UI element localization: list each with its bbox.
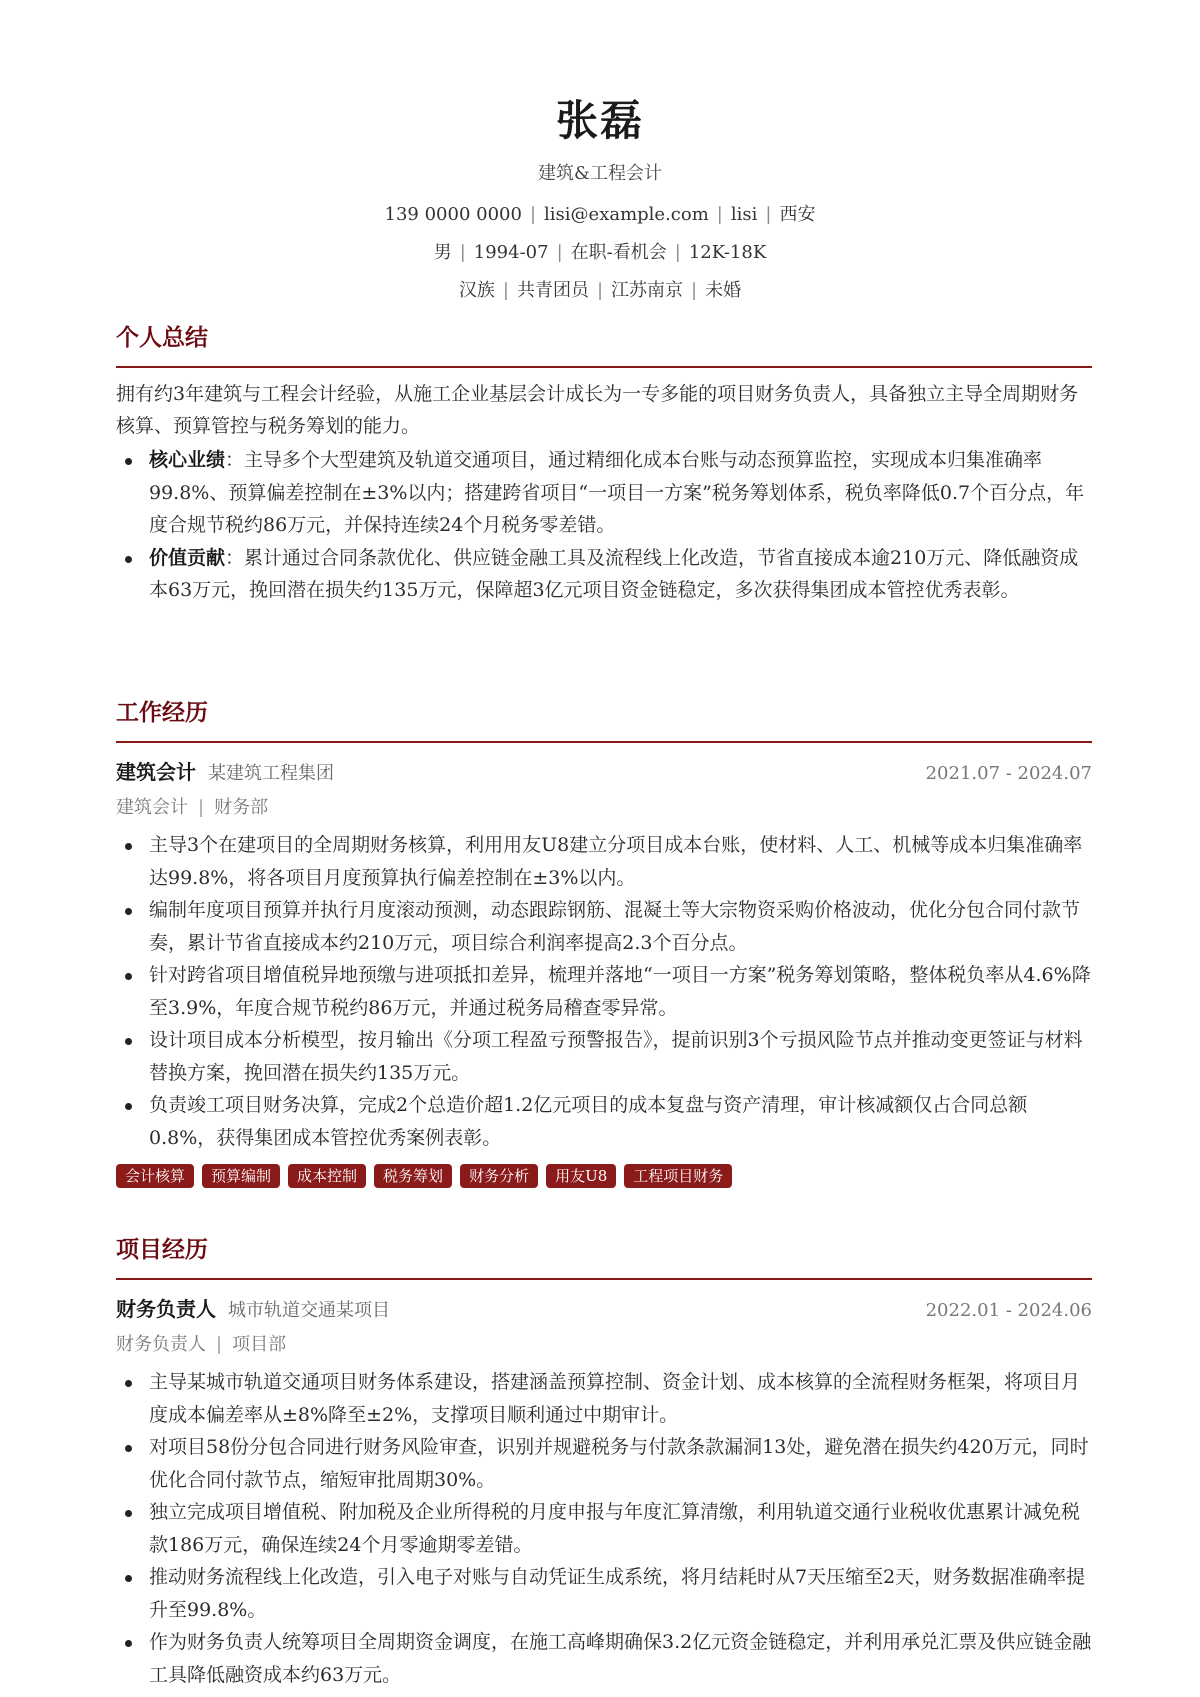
separator: | bbox=[502, 280, 509, 301]
wechat: lisi bbox=[730, 204, 758, 225]
section-title: 项目经历 bbox=[116, 1234, 1092, 1280]
work-section bbox=[116, 697, 1092, 1188]
marital-status: 未婚 bbox=[705, 280, 742, 301]
list-item: 设计项目成本分析模型，按月输出《分项工程盈亏预警报告》，提前识别3个亏损风险节点并推动变更签证与材料替换方案，挽回潜在损失约135万元。 bbox=[116, 1024, 1092, 1089]
hometown: 江苏南京 bbox=[611, 280, 684, 301]
list-item: 作为财务负责人统筹项目全周期资金调度，在施工高峰期确保3.2亿元资金链稳定，并利用承兑汇票及供应链金融工具降低融资成本约63万元。 bbox=[116, 1626, 1092, 1691]
list-item: 编制年度项目预算并执行月度滚动预测，动态跟踪钢筋、混凝土等大宗物资采购价格波动，优化分包合同付款节奏，累计节省直接成本约210万元，项目综合利润率提高2.3个百分点。 bbox=[116, 894, 1092, 959]
resume-header bbox=[0, 0, 1200, 310]
skill-tag: 预算编制 bbox=[202, 1164, 280, 1188]
separator: | bbox=[529, 204, 537, 225]
list-item: 对项目58份分包合同进行财务风险审查，识别并规避税务与付款条款漏洞13处，避免潜在损失约420万元，同时优化合同付款节点，缩短审批周期30%。 bbox=[116, 1431, 1092, 1496]
job-heading bbox=[116, 757, 334, 789]
project-dept: 项目部 bbox=[232, 1334, 287, 1355]
job-title: 建筑&工程会计 bbox=[537, 163, 663, 184]
contact-row bbox=[0, 196, 1200, 234]
job-date: 2021.07 - 2024.07 bbox=[925, 763, 1092, 784]
separator: | bbox=[216, 1334, 223, 1355]
separator: | bbox=[556, 242, 563, 263]
summary-section bbox=[116, 322, 1092, 607]
project-heading bbox=[116, 1294, 390, 1326]
skill-tag: 财务分析 bbox=[460, 1164, 538, 1188]
separator: | bbox=[198, 797, 205, 818]
phone: 139 0000 0000 bbox=[384, 204, 522, 225]
project-subline bbox=[116, 1330, 1092, 1360]
skill-tag: 税务筹划 bbox=[374, 1164, 452, 1188]
list-item bbox=[116, 542, 1092, 607]
separator: | bbox=[765, 204, 772, 225]
list-item: 推动财务流程线上化改造，引入电子对账与自动凭证生成系统，将月结耗时从7天压缩至2天，财务数据准确率提升至99.8%。 bbox=[116, 1561, 1092, 1626]
point-text: ：累计通过合同条款优化、供应链金融工具及流程线上化改造，节省直接成本逾210万元、降低融资成本63万元，挽回潜在损失约135万元，保障超3亿元项目资金链稳定，多次获得集团成本管控优秀表彰。 bbox=[149, 546, 1079, 601]
candidate-name: 张磊 bbox=[555, 96, 644, 145]
job-bullets bbox=[116, 829, 1092, 1154]
personal-row bbox=[0, 234, 1200, 272]
skill-tags bbox=[116, 1164, 1092, 1188]
point-text: ：主导多个大型建筑及轨道交通项目，通过精细化成本台账与动态预算监控，实现成本归集准确率99.8%、预算偏差控制在±3%以内；搭建跨省项目“一项目一方案”税务筹划体系，税负率降低0.7个百分点，年度合规节税约86万元，并保持连续24个月税务零差错。 bbox=[149, 449, 1085, 536]
project-date: 2022.01 - 2024.06 bbox=[925, 1300, 1092, 1321]
skill-tag: 工程项目财务 bbox=[624, 1164, 732, 1188]
summary-intro: 拥有约3年建筑与工程会计经验，从施工企业基层会计成长为一专多能的项目财务负责人，具备独立主导全周期财务核算、预算管控与税务筹划的能力。 bbox=[116, 383, 1079, 437]
list-item bbox=[116, 444, 1092, 542]
ethnicity: 汉族 bbox=[458, 280, 495, 301]
point-label: 价值贡献 bbox=[149, 546, 226, 569]
email: lisi@example.com bbox=[544, 204, 709, 225]
political-status: 共青团员 bbox=[516, 280, 589, 301]
list-item: 主导3个在建项目的全周期财务核算，利用用友U8建立分项目成本台账，使材料、人工、机械等成本归集准确率达99.8%，将各项目月度预算执行偏差控制在±3%以内。 bbox=[116, 829, 1092, 894]
skill-tag: 用友U8 bbox=[546, 1164, 616, 1188]
project-position: 财务负责人 bbox=[116, 1297, 216, 1321]
summary-list bbox=[116, 444, 1092, 607]
background-row bbox=[0, 272, 1200, 310]
separator: | bbox=[596, 280, 604, 301]
job-subline bbox=[116, 793, 1092, 823]
list-item: 主导某城市轨道交通项目财务体系建设，搭建涵盖预算控制、资金计划、成本核算的全流程财务框架，将项目月度成本偏差率从±8%降至±2%，支撑项目顺利通过中期审计。 bbox=[116, 1366, 1092, 1431]
list-item: 负责竣工项目财务决算，完成2个总造价超1.2亿元项目的成本复盘与资产清理，审计核减额仅占合同总额0.8%，获得集团成本管控优秀案例表彰。 bbox=[116, 1089, 1092, 1154]
job-dept: 财务部 bbox=[214, 797, 269, 818]
skill-tag: 成本控制 bbox=[288, 1164, 366, 1188]
job-role: 建筑会计 bbox=[116, 797, 188, 818]
job-header bbox=[116, 757, 1092, 789]
company-name: 某建筑工程集团 bbox=[208, 763, 334, 784]
skill-tag: 会计核算 bbox=[116, 1164, 194, 1188]
separator: | bbox=[716, 204, 723, 225]
project-section bbox=[116, 1234, 1092, 1691]
project-bullets bbox=[116, 1366, 1092, 1691]
list-item: 针对跨省项目增值税异地预缴与进项抵扣差异，梳理并落地“一项目一方案”税务筹划策略，整体税负率从4.6%降至3.9%，年度合规节税约86万元，并通过税务局稽查零异常。 bbox=[116, 959, 1092, 1024]
separator: | bbox=[459, 242, 466, 263]
project-role: 财务负责人 bbox=[116, 1334, 206, 1355]
separator: | bbox=[691, 280, 698, 301]
project-name: 城市轨道交通某项目 bbox=[228, 1300, 390, 1321]
section-title: 个人总结 bbox=[116, 322, 1092, 368]
job-status: 在职-看机会 bbox=[570, 242, 667, 263]
section-title: 工作经历 bbox=[116, 697, 1092, 743]
point-label: 核心业绩 bbox=[149, 449, 226, 471]
city: 西安 bbox=[779, 204, 816, 225]
project-header bbox=[116, 1294, 1092, 1326]
separator: | bbox=[674, 242, 681, 263]
gender: 男 bbox=[433, 242, 452, 263]
salary: 12K-18K bbox=[688, 242, 767, 263]
list-item: 独立完成项目增值税、附加税及企业所得税的月度申报与年度汇算清缴，利用轨道交通行业税收优惠累计减免税款186万元，确保连续24个月零逾期零差错。 bbox=[116, 1496, 1092, 1561]
job-position: 建筑会计 bbox=[116, 760, 196, 784]
birth: 1994-07 bbox=[473, 242, 549, 263]
